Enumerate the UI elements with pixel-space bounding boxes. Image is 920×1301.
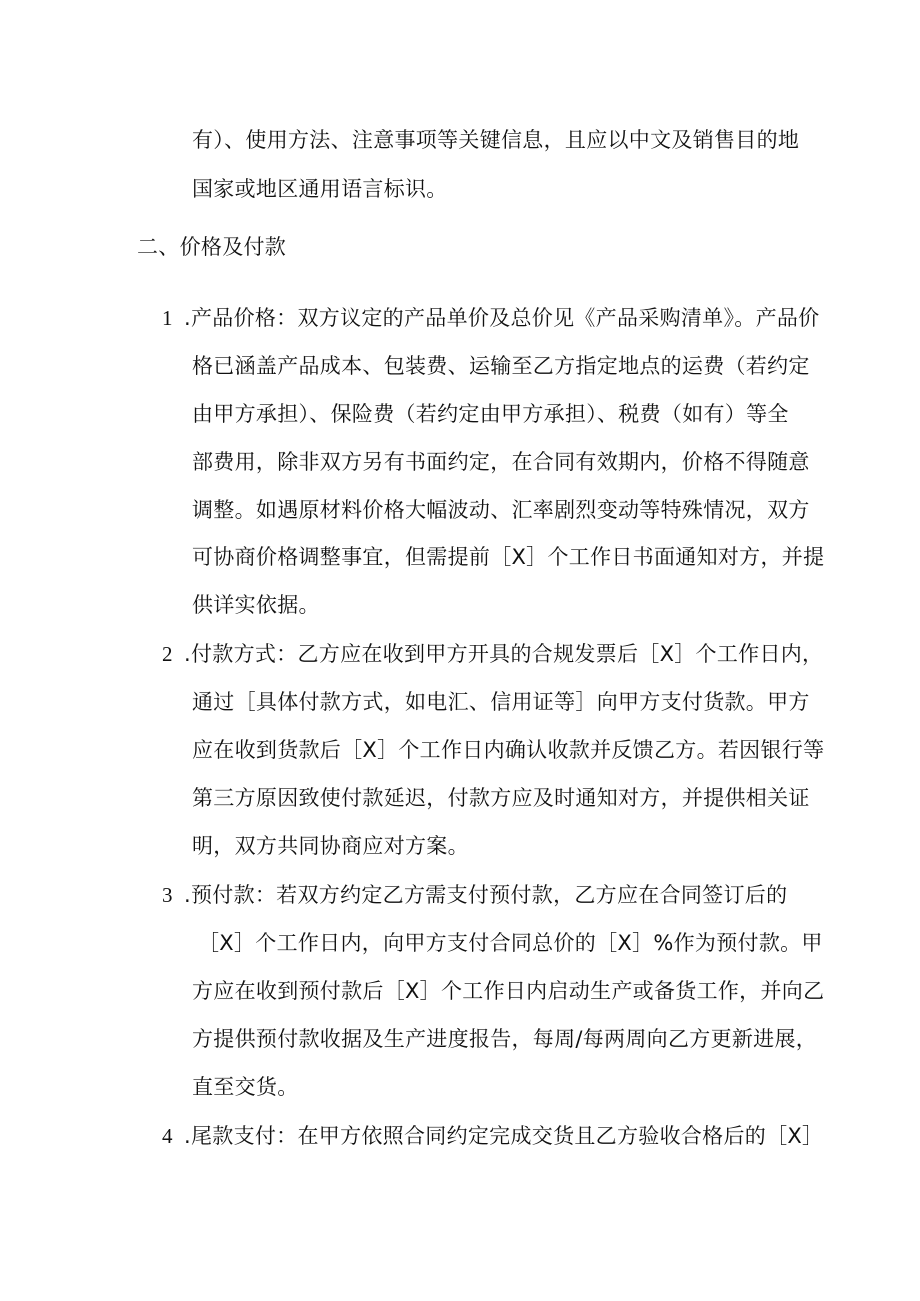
item-line: ［X］个工作日内，向甲方支付合同总价的［X］%作为预付款。甲 <box>198 931 823 955</box>
item-line: 格已涵盖产品成本、包装费、运输至乙方指定地点的运费（若约定 <box>192 354 810 378</box>
item-line: 部费用，除非双方另有书面约定，在合同有效期内，价格不得随意 <box>192 450 810 474</box>
item-line: 第三方原因致使付款延迟，付款方应及时通知对方，并提供相关证 <box>192 786 810 810</box>
item-line: 可协商价格调整事宜，但需提前［X］个工作日书面通知对方，并提 <box>192 545 825 569</box>
item-line: 供详实依据。 <box>192 593 320 617</box>
item-line: 调整。如遇原材料价格大幅波动、汇率剧烈变动等特殊情况，双方 <box>192 498 810 522</box>
item-number: 2 <box>162 642 173 666</box>
item-line: 明，双方共同协商应对方案。 <box>192 834 469 858</box>
item-line: .尾款支付：在甲方依照合同约定完成交货且乙方验收合格后的［X］ <box>184 1124 824 1148</box>
item-line: .付款方式：乙方应在收到甲方开具的合规发票后［X］个工作日内， <box>184 642 824 666</box>
item-line: 方应在收到预付款后［X］个工作日内启动生产或备货工作，并向乙 <box>192 979 825 1003</box>
item-line: 应在收到货款后［X］个工作日内确认收款并反馈乙方。若因银行等 <box>192 738 825 762</box>
paragraph-line: 国家或地区通用语言标识。 <box>192 177 448 201</box>
section-heading: 二、价格及付款 <box>137 235 287 259</box>
item-line: .预付款：若双方约定乙方需支付预付款，乙方应在合同签订后的 <box>184 883 788 907</box>
item-line: 通过［具体付款方式，如电汇、信用证等］向甲方支付货款。甲方 <box>192 690 810 714</box>
item-number: 1 <box>162 306 173 330</box>
item-line: 方提供预付款收据及生产进度报告，每周/每两周向乙方更新进展， <box>192 1027 818 1051</box>
paragraph-line: 有）、使用方法、注意事项等关键信息，且应以中文及销售目的地 <box>192 128 800 152</box>
item-line: 由甲方承担）、保险费（若约定由甲方承担）、税费（如有）等全 <box>192 402 789 426</box>
item-number: 3 <box>162 883 173 907</box>
item-line: 直至交货。 <box>192 1075 299 1099</box>
item-number: 4 <box>162 1124 173 1148</box>
item-line: .产品价格：双方议定的产品单价及总价见《产品采购清单》。产品价 <box>184 306 820 330</box>
